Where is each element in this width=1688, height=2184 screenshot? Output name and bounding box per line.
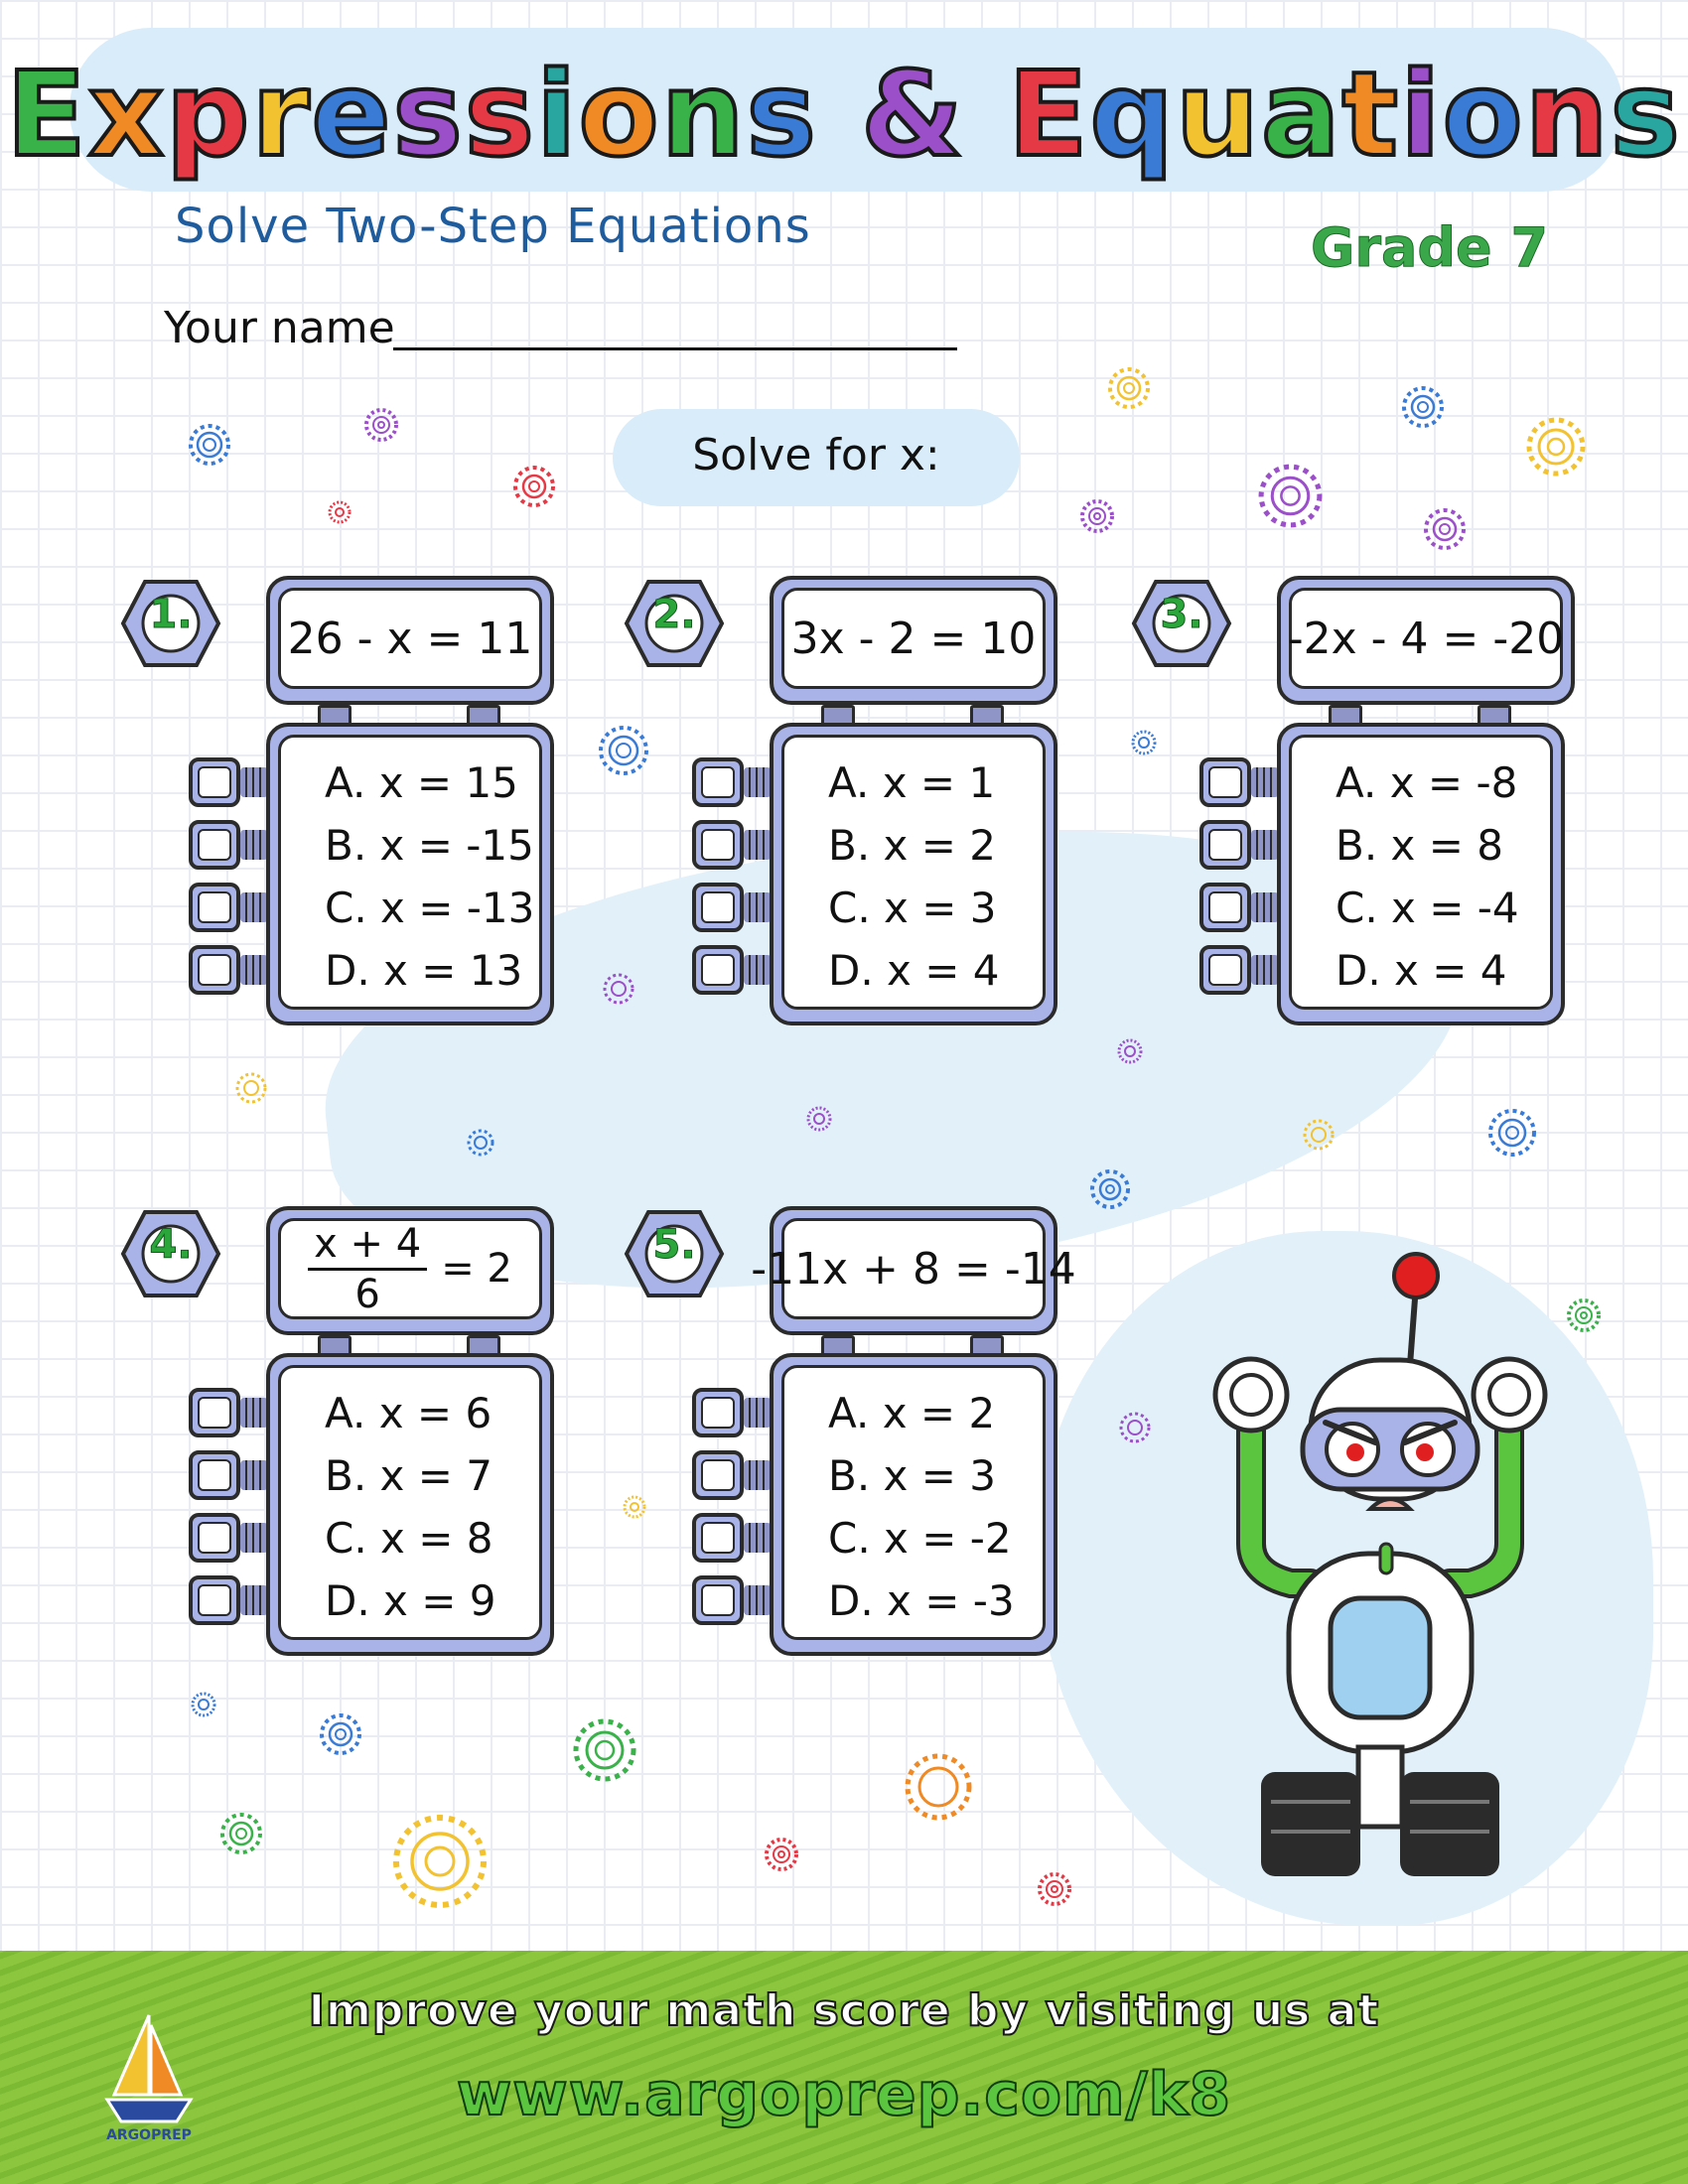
title-letter: o xyxy=(578,46,661,183)
checkbox-option-a[interactable] xyxy=(692,757,744,807)
title-letter: n xyxy=(660,46,747,183)
option-c: C. x = 8 xyxy=(325,1514,493,1563)
title-letter xyxy=(818,40,861,189)
spring-icon xyxy=(240,1398,268,1428)
problem-4 xyxy=(119,1206,516,1663)
title-letter: q xyxy=(1089,46,1177,183)
title-letter: e xyxy=(311,46,393,183)
problem-number-badge xyxy=(623,1208,726,1299)
problem-number-badge xyxy=(119,578,222,669)
checkbox-option-a[interactable] xyxy=(692,1388,744,1437)
spring-icon xyxy=(240,1460,268,1490)
spring-icon xyxy=(240,955,268,985)
option-c: C. x = -2 xyxy=(828,1514,1012,1563)
checkbox-option-b[interactable] xyxy=(189,1450,240,1500)
problem-number: 2. xyxy=(652,592,696,637)
gear-icon xyxy=(1115,1036,1145,1066)
title-letter: s xyxy=(464,46,537,183)
spring-icon xyxy=(744,1585,772,1615)
problem-5 xyxy=(623,1206,1076,1663)
option-d: D. x = 4 xyxy=(828,946,1000,995)
equation-box xyxy=(751,1206,1076,1335)
spring-icon xyxy=(240,1585,268,1615)
footer-url-link[interactable]: www.argoprep.com/k8 xyxy=(456,2060,1232,2129)
option-d: D. x = 13 xyxy=(325,946,523,995)
checkbox-option-b[interactable] xyxy=(692,820,744,870)
title-letter: E xyxy=(1007,46,1090,183)
checkbox-option-b[interactable] xyxy=(1199,820,1251,870)
option-c: C. x = -4 xyxy=(1336,884,1519,932)
option-a: A. x = 2 xyxy=(828,1389,996,1437)
gear-icon xyxy=(1420,504,1470,554)
title-letter: s xyxy=(392,46,465,183)
gear-icon xyxy=(385,1807,494,1916)
gear-icon xyxy=(1484,1105,1540,1160)
equation-rhs: = 2 xyxy=(441,1246,512,1292)
option-d: D. x = 4 xyxy=(1336,946,1507,995)
gear-icon xyxy=(1104,363,1154,413)
title-letter: n xyxy=(1524,46,1611,183)
spring-icon xyxy=(744,892,772,922)
gear-icon xyxy=(361,405,401,445)
problem-number: 4. xyxy=(149,1222,193,1268)
equation-box xyxy=(770,576,1057,705)
option-a: A. x = 15 xyxy=(325,758,518,807)
equation: 26 - x = 11 xyxy=(278,588,542,689)
problem-3 xyxy=(1130,576,1565,1032)
gear-icon xyxy=(1253,459,1328,533)
logo-text: ARGOPREP xyxy=(106,2127,192,2143)
equation: 3x - 2 = 10 xyxy=(781,588,1046,689)
checkbox-option-a[interactable] xyxy=(1199,757,1251,807)
checkbox-option-c[interactable] xyxy=(1199,883,1251,932)
gear-icon xyxy=(189,1690,218,1719)
gear-icon xyxy=(762,1835,801,1874)
spring-icon xyxy=(744,767,772,797)
robot-illustration xyxy=(1182,1246,1579,1881)
footer-promo-text: Improve your math score by visiting us at xyxy=(308,1985,1380,2036)
problem-number: 1. xyxy=(149,592,193,637)
worksheet-subtitle: Solve Two-Step Equations xyxy=(175,199,811,254)
gear-icon xyxy=(1117,1410,1153,1445)
gear-icon xyxy=(1077,496,1117,536)
gear-icon xyxy=(899,1747,978,1827)
problem-number: 3. xyxy=(1160,592,1203,637)
title-letter: s xyxy=(1610,46,1682,183)
title-letter: E xyxy=(6,46,88,183)
gear-icon xyxy=(233,1070,269,1106)
title-letter: x xyxy=(87,46,166,183)
spring-icon xyxy=(744,1523,772,1553)
options-box xyxy=(770,723,1057,1025)
checkbox-option-b[interactable] xyxy=(189,820,240,870)
checkbox-option-d[interactable] xyxy=(189,945,240,995)
fraction xyxy=(308,1220,427,1317)
checkbox-option-d[interactable] xyxy=(189,1575,240,1625)
gear-icon xyxy=(216,1809,266,1858)
name-label: Your name xyxy=(164,303,395,353)
equation-box xyxy=(266,1206,554,1335)
spring-icon xyxy=(240,892,268,922)
title-letter: t xyxy=(1341,46,1401,183)
equation-box xyxy=(266,576,554,705)
gear-icon xyxy=(185,420,234,470)
options-box xyxy=(266,723,554,1025)
options-box xyxy=(266,1353,554,1656)
problem-1 xyxy=(119,576,535,1032)
checkbox-option-d[interactable] xyxy=(692,1575,744,1625)
spring-icon xyxy=(1251,767,1279,797)
equation-box xyxy=(1277,576,1575,705)
option-d: D. x = -3 xyxy=(828,1576,1015,1625)
checkbox-option-a[interactable] xyxy=(189,1388,240,1437)
spring-icon xyxy=(744,1398,772,1428)
gear-icon xyxy=(316,1709,365,1759)
equation: -2x - 4 = -20 xyxy=(1289,588,1563,689)
gear-icon xyxy=(1521,412,1591,481)
problem-number: 5. xyxy=(652,1222,696,1268)
spring-icon xyxy=(240,830,268,860)
gear-icon xyxy=(509,462,559,511)
checkbox-option-c[interactable] xyxy=(189,883,240,932)
option-b: B. x = 2 xyxy=(828,821,996,870)
title-letter: p xyxy=(165,46,252,183)
title-letter: s xyxy=(746,46,818,183)
title-letter: r xyxy=(251,46,312,183)
gear-icon xyxy=(465,1127,496,1159)
spring-icon xyxy=(744,830,772,860)
checkbox-option-d[interactable] xyxy=(1199,945,1251,995)
spring-icon xyxy=(744,955,772,985)
option-b: B. x = 8 xyxy=(1336,821,1503,870)
title-letter: i xyxy=(1400,46,1443,183)
equation xyxy=(278,1218,542,1319)
title-letter: & xyxy=(860,46,965,183)
option-d: D. x = 9 xyxy=(325,1576,496,1625)
option-c: C. x = 3 xyxy=(828,884,997,932)
gear-icon xyxy=(804,1104,834,1134)
gear-icon xyxy=(1087,1166,1133,1212)
gear-icon xyxy=(327,499,352,525)
spring-icon xyxy=(1251,830,1279,860)
option-a: A. x = -8 xyxy=(1336,758,1518,807)
spring-icon xyxy=(240,767,268,797)
title-letter: u xyxy=(1176,46,1262,183)
instruction-text: Solve for x: xyxy=(692,430,940,480)
option-b: B. x = -15 xyxy=(325,821,534,870)
options-box xyxy=(770,1353,1057,1656)
option-a: A. x = 6 xyxy=(325,1389,492,1437)
page-title xyxy=(0,40,1688,189)
spring-icon xyxy=(744,1460,772,1490)
option-a: A. x = 1 xyxy=(828,758,996,807)
options-box xyxy=(1277,723,1565,1025)
gear-icon xyxy=(1398,382,1448,432)
option-b: B. x = 3 xyxy=(828,1451,996,1500)
fraction-denominator: 6 xyxy=(354,1271,380,1317)
gear-icon xyxy=(1035,1869,1074,1909)
equation: -11x + 8 = -14 xyxy=(781,1218,1046,1319)
problem-2 xyxy=(623,576,1037,1032)
grade-label: Grade 7 xyxy=(1311,216,1549,279)
title-letter: a xyxy=(1261,46,1342,183)
checkbox-option-a[interactable] xyxy=(189,757,240,807)
problem-number-badge xyxy=(623,578,726,669)
option-c: C. x = -13 xyxy=(325,884,535,932)
spring-icon xyxy=(1251,955,1279,985)
spring-icon xyxy=(1251,892,1279,922)
fraction-numerator: x + 4 xyxy=(308,1224,427,1271)
checkbox-option-c[interactable] xyxy=(692,883,744,932)
checkbox-option-c[interactable] xyxy=(189,1513,240,1563)
problem-number-badge xyxy=(119,1208,222,1299)
checkbox-option-c[interactable] xyxy=(692,1513,744,1563)
problem-number-badge xyxy=(1130,578,1233,669)
checkbox-option-b[interactable] xyxy=(692,1450,744,1500)
spring-icon xyxy=(240,1523,268,1553)
title-letter: o xyxy=(1442,46,1525,183)
gear-icon xyxy=(568,1713,641,1787)
title-letter xyxy=(965,40,1008,189)
name-input-line[interactable] xyxy=(393,347,957,350)
title-letter: i xyxy=(536,46,579,183)
gear-icon xyxy=(1301,1117,1336,1153)
checkbox-option-d[interactable] xyxy=(692,945,744,995)
option-b: B. x = 7 xyxy=(325,1451,492,1500)
